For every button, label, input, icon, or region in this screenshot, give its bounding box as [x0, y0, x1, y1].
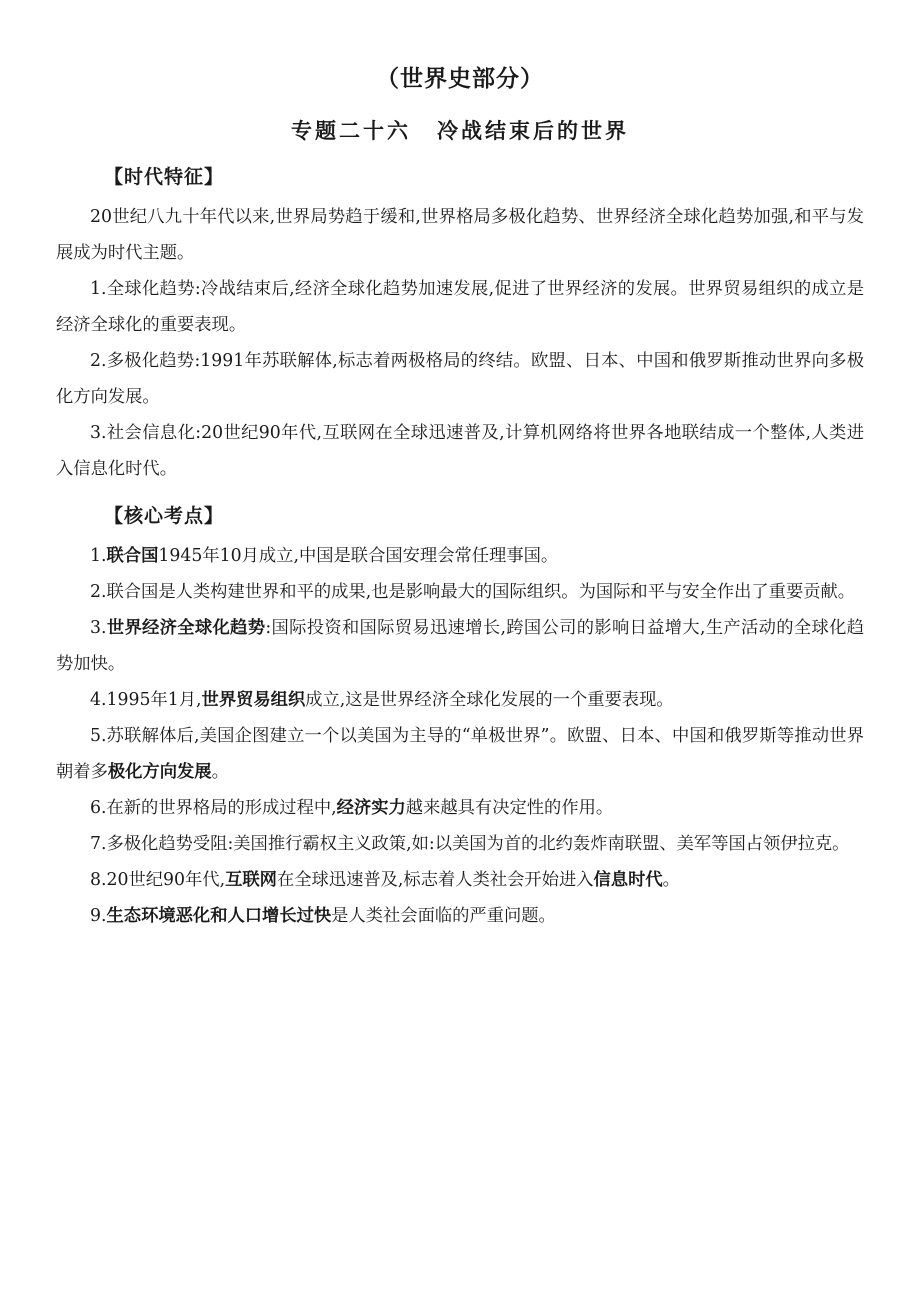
text-segment: 5.苏联解体后,美国企图建立一个以美国为主导的“单极世界”。欧盟、日本、中国和俄罗斯等推动世界朝着多 [56, 726, 864, 782]
era-item [56, 199, 864, 271]
core-item [56, 538, 864, 574]
key-term: 信息时代 [593, 870, 663, 890]
text-segment: 2.联合国是人类构建世界和平的成果,也是影响最大的国际组织。为国际和平与安全作出了重要贡献。 [90, 582, 856, 602]
text-segment: 越来越具有决定性的作用。 [405, 798, 614, 818]
core-item [56, 574, 864, 610]
text-segment: 。 [662, 870, 680, 890]
text-segment: 是人类社会面临的严重问题。 [331, 906, 556, 926]
era-list [56, 199, 864, 487]
core-list [56, 538, 864, 934]
core-item [56, 898, 864, 934]
text-segment: 在全球迅速普及,标志着人类社会开始进入 [276, 870, 594, 890]
key-term: 生态环境恶化和人口增长过快 [106, 906, 332, 926]
text-segment: 9. [90, 906, 107, 926]
era-heading: 【时代特征】 [104, 166, 225, 188]
text-segment: :国际投资和国际贸易迅速增长,跨国公司的影响日益增大,生产活动的全球化趋势加快。 [56, 618, 864, 674]
topic-label: 专题二十六 [291, 119, 411, 143]
text-segment: 4.1995年1月, [90, 690, 202, 710]
core-item [56, 718, 864, 790]
core-item [56, 826, 864, 862]
era-item [56, 343, 864, 415]
key-term: 世界经济全球化趋势 [106, 618, 266, 638]
era-item [56, 271, 864, 343]
text-segment: 8.20世纪90年代, [90, 870, 226, 890]
text-segment: 1.全球化趋势:冷战结束后,经济全球化趋势加速发展,促进了世界经济的发展。世界贸易组织的成立是经济全球化的重要表现。 [56, 279, 864, 335]
text-segment: 7.多极化趋势受阻:美国推行霸权主义政策,如:以美国为首的北约轰炸南联盟、美军等国占领伊拉克。 [90, 834, 850, 854]
text-segment: 20世纪八九十年代以来,世界局势趋于缓和,世界格局多极化趋势、世界经济全球化趋势加强,和平与发展成为时代主题。 [56, 207, 864, 263]
era-item [56, 415, 864, 487]
text-segment: 2.多极化趋势:1991年苏联解体,标志着两极格局的终结。欧盟、日本、中国和俄罗斯推动世界向多极化方向发展。 [56, 351, 864, 407]
text-segment: 成立,这是世界经济全球化发展的一个重要表现。 [305, 690, 674, 710]
topic-title [0, 115, 920, 145]
text-segment: 。 [211, 762, 229, 782]
part-title: （世界史部分） [376, 66, 544, 92]
key-term: 经济实力 [336, 798, 406, 818]
text-segment: 1945年10月成立,中国是联合国安理会常任理事国。 [158, 546, 559, 566]
text-segment: 1. [90, 546, 107, 566]
core-item [56, 790, 864, 826]
key-term: 互联网 [225, 870, 277, 890]
topic-name: 冷战结束后的世界 [437, 119, 629, 143]
key-term: 联合国 [106, 546, 159, 566]
text-segment: 6.在新的世界格局的形成过程中, [90, 798, 337, 818]
core-heading: 【核心考点】 [104, 505, 225, 527]
core-item [56, 862, 864, 898]
text-segment: 3.社会信息化:20世纪90年代,互联网在全球迅速普及,计算机网络将世界各地联结成一个整体,人类进入信息化时代。 [56, 423, 864, 479]
core-item [56, 682, 864, 718]
key-term: 世界贸易组织 [201, 690, 306, 710]
key-term: 极化方向发展 [107, 762, 212, 782]
core-item [56, 610, 864, 682]
text-segment: 3. [90, 618, 107, 638]
